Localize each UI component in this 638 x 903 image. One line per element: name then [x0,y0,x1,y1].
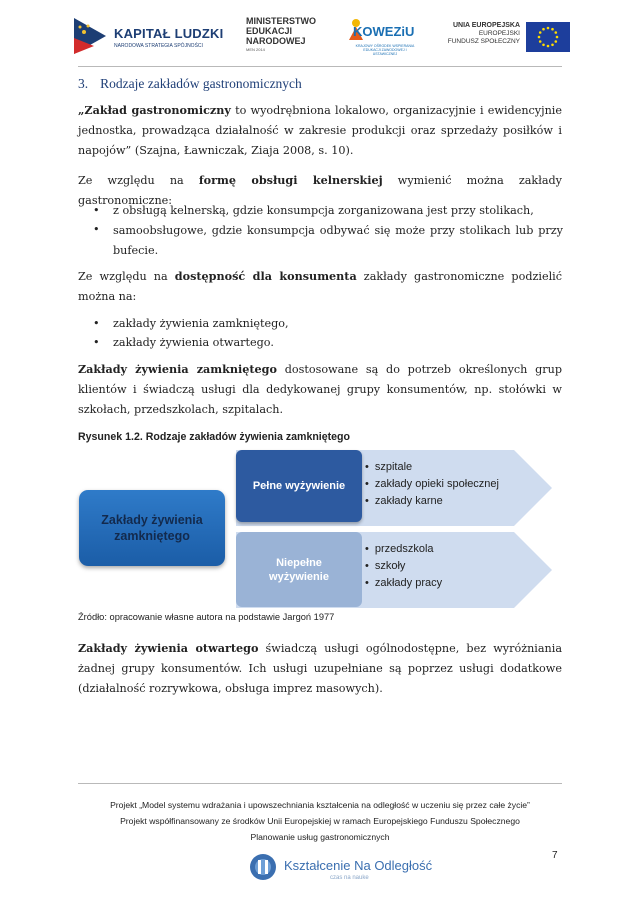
bold-phrase: Zakłady żywienia otwartego [78,641,259,655]
diagram-main-label: Zakłady żywienia zamkniętego [101,513,203,543]
footer-divider [78,783,562,784]
branch-item: • zakłady pracy [365,575,442,592]
branch-item: • szpitale [365,459,499,476]
bullet-icon: • [93,223,100,236]
text-segment: Ze względu na [78,270,175,283]
figure-source: Źródło: opracowanie własne autora na podstawie Jargoń 1977 [78,612,335,622]
branch-label: Niepełne wyżywienie [269,556,329,583]
ministerstwo-title: MINISTERSTWO EDUKACJI NARODOWEJ [246,16,316,46]
branch-item: • przedszkola [365,541,442,558]
kowezu-logo [345,16,417,60]
page-number: 7 [552,850,558,861]
footer-text [78,797,562,845]
branch-items-partial [365,541,442,592]
ue-line2: EUROPEJSKI [478,30,520,37]
ministerstwo-small: MEN 2014 [246,47,265,52]
ue-text [444,22,520,46]
list-item-text: zakłady żywienia otwartego. [113,336,274,349]
branch-items-full [365,459,499,510]
header-logos [0,8,638,68]
paragraph-dostepnosc [78,266,562,307]
ue-line1: UNIA EUROPEJSKA [452,22,520,29]
bullet-icon: • [93,336,100,349]
figure-caption: Rysunek 1.2. Rodzaje zakładów żywienia zamkniętego [78,431,350,443]
definition-text: to wyodrębniona lokalowo, organizacyjnie i ewidencyjnie jednostka, prowadząca działalność w zakresie produkcji oraz sprzedaży posiłków i napojów” (Szajna, Ławniczak, Ziaja 2008, s. 10). [78,104,563,157]
kno-subtitle: czas na nauke [330,875,369,881]
section-heading [78,76,302,92]
footer-line2: Projekt współfinansowany ze środków Unii Europejskiej w ramach Europejskiego Funduszu Społecznego [120,816,520,826]
bold-phrase: Zakłady żywienia zamkniętego [78,362,277,376]
diagram-branch-partial [236,532,362,607]
bullet-icon: • [93,317,100,330]
paragraph-zamkniete [78,359,562,420]
kno-title: Kształcenie Na Odległość [284,858,433,873]
footer-line3: Planowanie usług gastronomicznych [250,832,390,842]
kowezu-title: KOWEZiU [353,24,415,39]
bullet-icon: • [93,204,100,217]
footer-line1: Projekt „Model systemu wdrażania i upowszechniania kształcenia na odległość w uczeniu się przez całe życie” [110,800,530,810]
kowezu-subtitle: KRAJOWY OŚRODEK WSPIERANIA EDUKACJI ZAWODOWEJ I USTAWICZNEJ [355,44,415,56]
list-item [93,221,563,261]
kapital-ludzki-logo [68,12,224,62]
ministerstwo-logo [246,16,326,66]
header-divider [78,66,562,67]
bold-phrase: dostępność dla konsumenta [174,269,357,283]
text-segment: Ze względu na [78,174,199,187]
bold-phrase: formę obsługi kelnerskiej [198,173,383,187]
kapital-ludzki-title: KAPITAŁ LUDZKI [114,26,224,41]
paragraph-definition [78,100,562,161]
kapital-ludzki-flag-icon [72,16,108,56]
eu-flag-icon [526,22,570,52]
text-segment: świadczą usługi ogólnodostępne, bez wyróżniania żadnej grupy konsumentów. Ich usługi uzupełniane są poprzez usługi dodatkowe (działalność rozrywkowa, obsługa imprez masowych). [78,642,562,695]
branch-label: Pełne wyżywienie [252,480,346,492]
definition-term: „Zakład gastronomiczny [78,103,231,117]
diagram-branch-full [236,450,362,522]
list-item-text: zakłady żywienia zamkniętego, [113,317,289,330]
section-number: 3. [78,76,89,91]
text-segment: wymienić można zakłady gastronomiczne: [78,174,562,207]
list-item [93,315,563,335]
ue-logo [444,18,569,64]
ue-line3: FUNDUSZ SPOŁECZNY [447,38,520,45]
ksztalcenie-logo [248,852,433,882]
paragraph-otwarte [78,638,562,699]
list-item-text: z obsługą kelnerską, gdzie konsumpcja zorganizowana jest przy stolikach, [113,204,534,217]
branch-item: • zakłady opieki społecznej [365,476,499,493]
branch-item: • szkoły [365,558,442,575]
kno-emblem-icon [248,852,280,882]
kapital-ludzki-subtitle: NARODOWA STRATEGIA SPÓJNOŚCI [114,43,203,49]
text-segment: dostosowane są do potrzeb określonych grup klientów i świadczą usługi dla dedykowanej grupy konsumentów, np. stołówki w szkołach, przedszkolach, szpitalach. [78,363,562,416]
list-item [93,202,563,222]
branch-item: • zakłady karne [365,493,499,510]
section-title: Rodzaje zakładów gastronomicznych [100,76,302,91]
list-item-text: samoobsługowe, gdzie konsumpcja odbywać się może przy stolikach lub przy bufecie. [113,224,563,257]
diagram-main-box [79,490,225,566]
list-item [93,334,563,354]
text-segment: zakłady gastronomiczne podzielić można na: [78,270,562,303]
